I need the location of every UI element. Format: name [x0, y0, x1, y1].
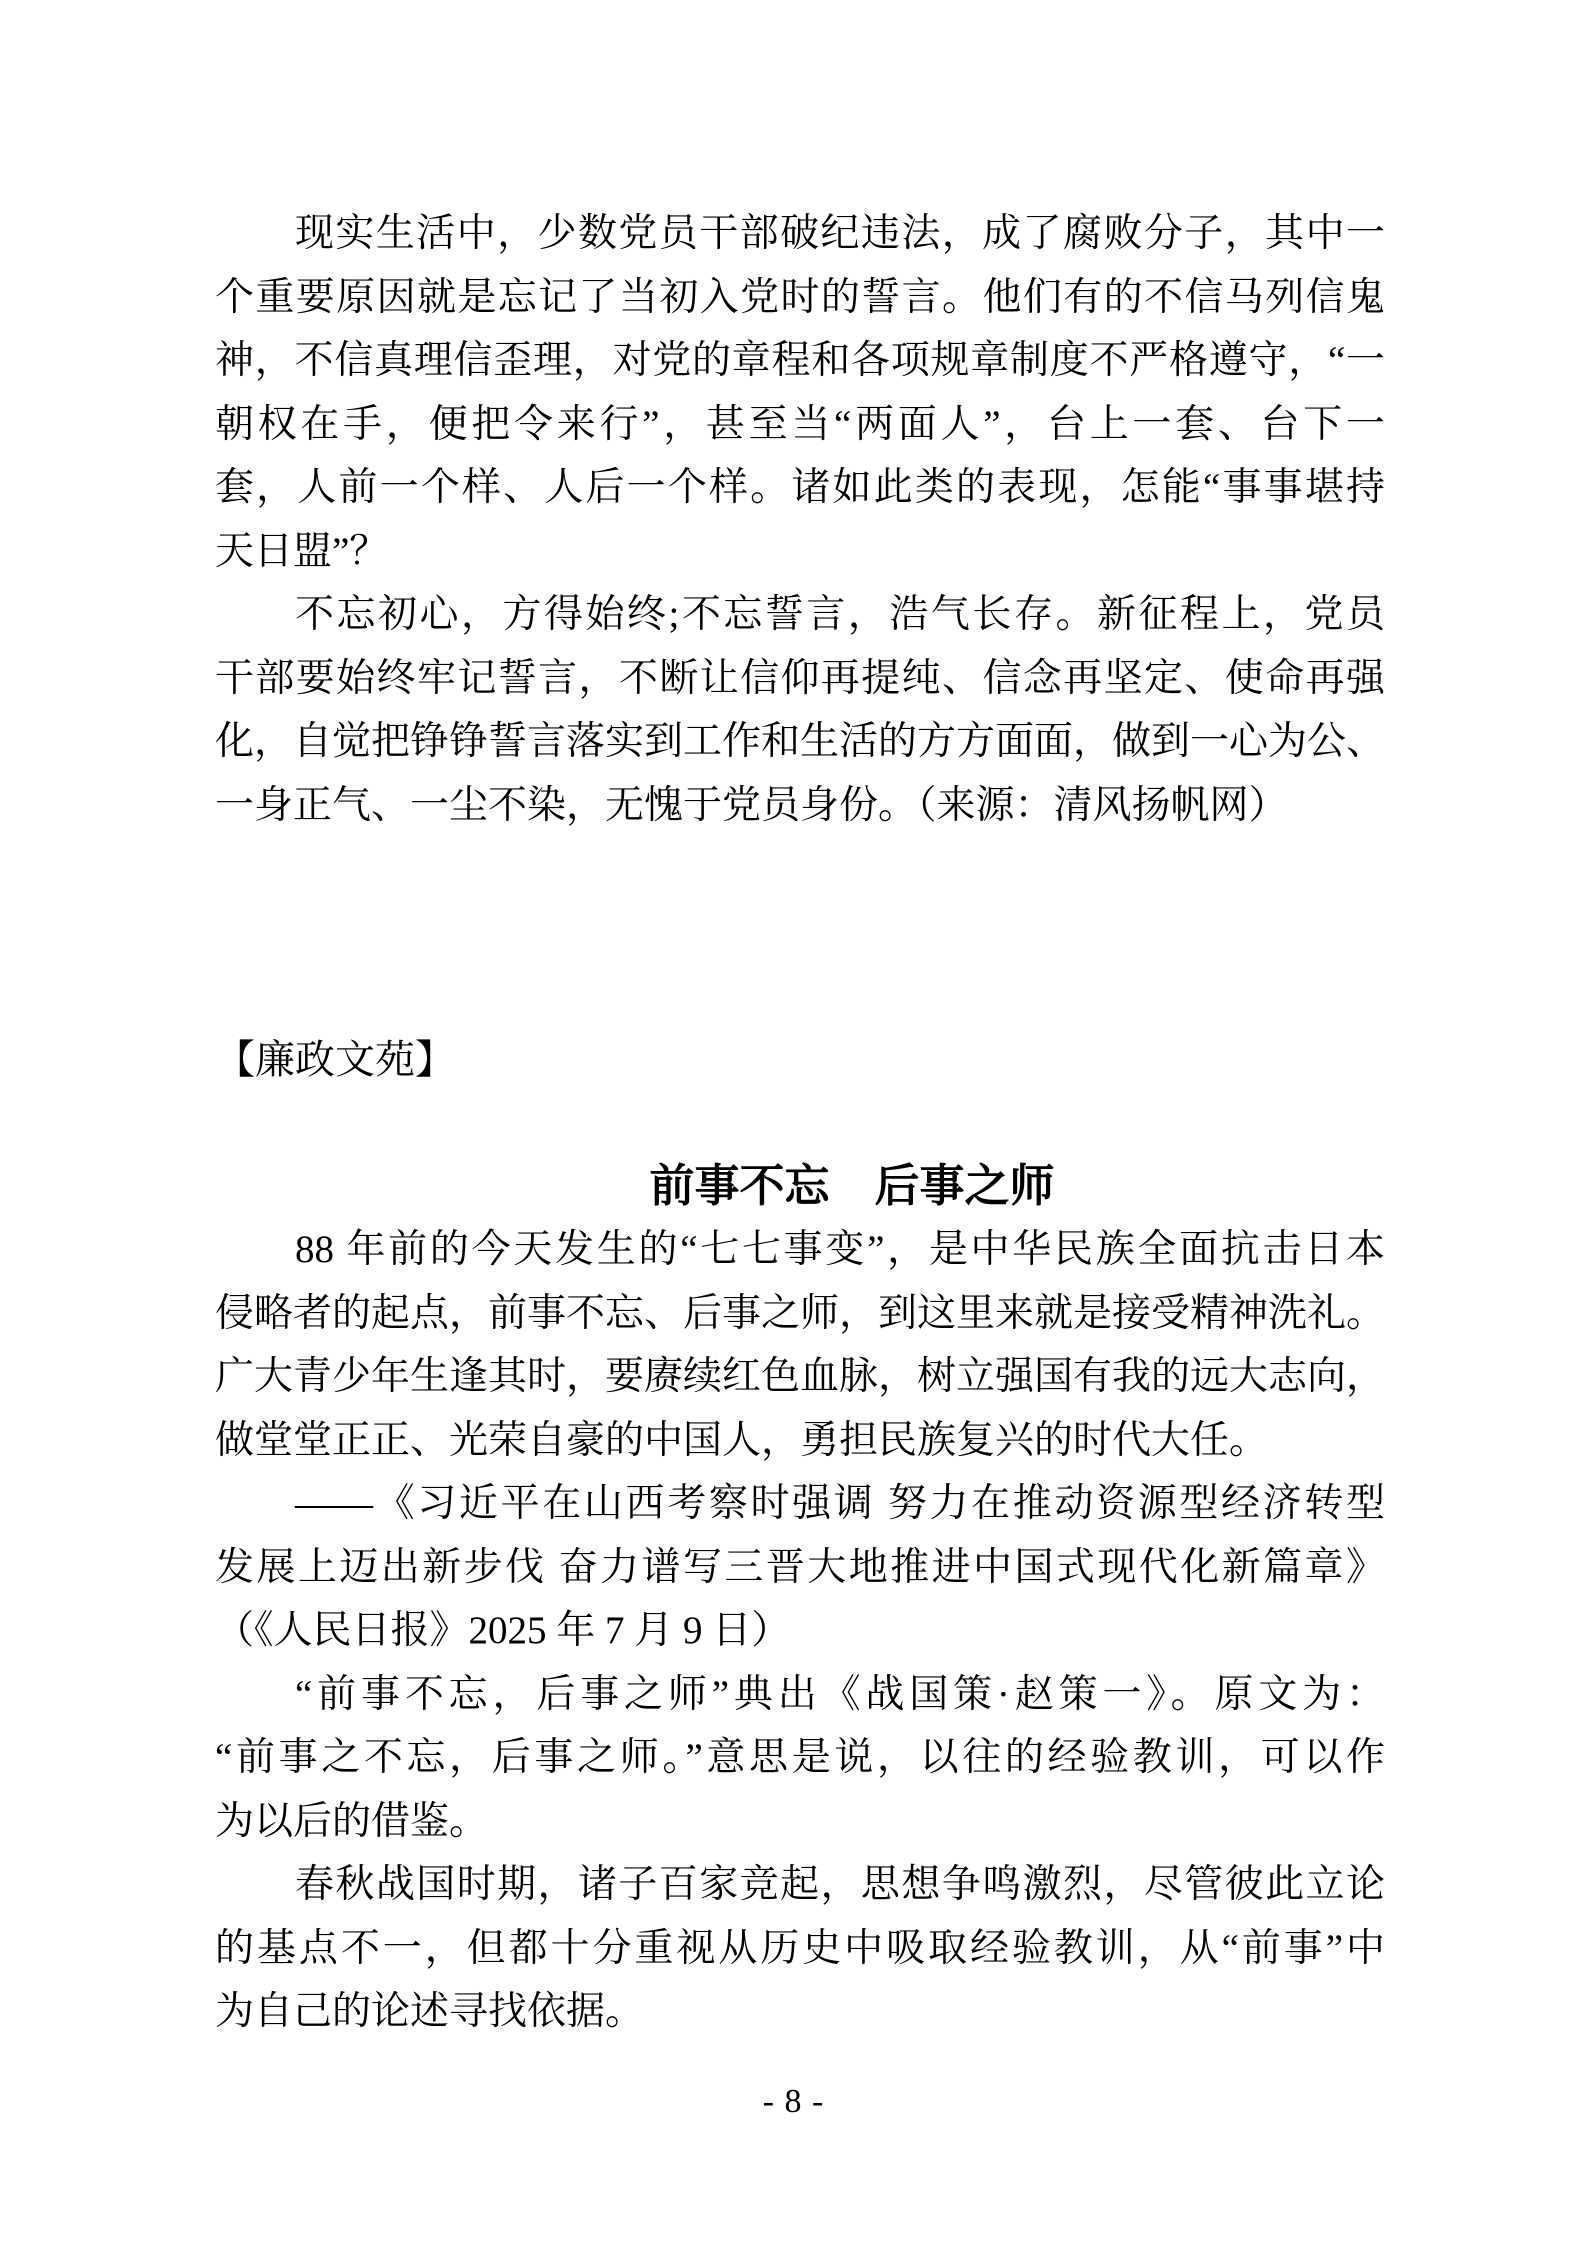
text-line: 广大青少年生逢其时，要赓续红色血脉，树立强国有我的远大志向，	[215, 1355, 1386, 1398]
text-line: 为以后的借鉴。	[215, 1799, 489, 1843]
text-line: 套，人前一个样、人后一个样。诸如此类的表现，怎能“事事堪持	[215, 466, 1385, 509]
text-line: 化，自觉把铮铮誓言落实到工作和生活的方方面面，做到一心为公、	[215, 720, 1386, 763]
text-line: 朝权在手，便把令来行”，甚至当“两面人”，台上一套、台下一	[215, 402, 1385, 446]
article-title: 前事不忘 后事之师	[649, 1160, 1055, 1211]
section-header: 【廉政文苑】	[215, 1036, 455, 1082]
text-line: 发展上迈出新步伐 奋力谱写三晋大地推进中国式现代化新篇章》	[215, 1545, 1385, 1589]
blank-line	[215, 1091, 1385, 1155]
text-line: （《人民日报》2025 年 7 月 9 日）	[215, 1609, 791, 1652]
text-line: 神，不信真理信歪理，对党的章程和各项规章制度不严格遵守，“一	[215, 339, 1385, 382]
text-line: 侵略者的起点，前事不忘、后事之师，到这里来就是接受精神洗礼。	[215, 1291, 1386, 1335]
blank-line	[215, 837, 1385, 901]
text-line: 做堂堂正正、光荣自豪的中国人，勇担民族复兴的时代大任。	[215, 1418, 1269, 1462]
text-line: 为自己的论述寻找依据。	[215, 1990, 645, 2033]
text-line: 春秋战国时期，诸子百家竞起，思想争鸣激烈，尽管彼此立论	[295, 1863, 1385, 1906]
text-line: “前事之不忘，后事之师。”意思是说，以往的经验教训，可以作	[215, 1736, 1385, 1779]
page-number: - 8 -	[762, 2083, 825, 2120]
text-line: 不忘初心，方得始终;不忘誓言，浩气长存。新征程上，党员	[295, 593, 1385, 636]
text-line: 干部要始终牢记誓言，不断让信仰再提纯、信念再坚定、使命再强	[215, 656, 1385, 700]
text-line: 个重要原因就是忘记了当初入党时的誓言。他们有的不信马列信鬼	[215, 275, 1385, 319]
text-line: 的基点不一，但都十分重视从历史中吸取经验教训，从“前事”中	[215, 1926, 1385, 1970]
text-line: 一身正气、一尘不染，无愧于党员身份。（来源：清风扬帆网）	[215, 783, 1288, 827]
page-footer	[0, 2083, 1587, 2121]
blank-line	[215, 964, 1385, 1028]
text-line: 88 年前的今天发生的“七七事变”，是中华民族全面抗击日本	[295, 1228, 1385, 1271]
blank-line	[215, 901, 1385, 965]
text-line: ——《习近平在山西考察时强调 努力在推动资源型经济转型	[295, 1482, 1385, 1525]
text-line: “前事不忘，后事之师”典出《战国策·赵策一》。原文为：	[295, 1672, 1385, 1716]
text-line: 天日盟”？	[215, 529, 389, 573]
document-body	[215, 202, 1385, 2044]
text-line: 现实生活中，少数党员干部破纪违法，成了腐败分子，其中一	[295, 212, 1385, 255]
